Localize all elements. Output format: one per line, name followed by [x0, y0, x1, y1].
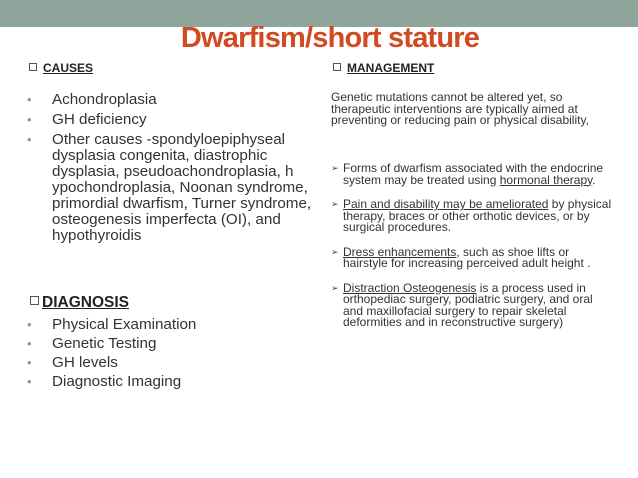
- management-item: [331, 199, 616, 234]
- item-text: Forms of dwarfism associated with the endocrine system may be treated using: [343, 161, 604, 187]
- diagnosis-heading: [30, 294, 129, 312]
- item-text: .: [592, 172, 596, 187]
- list-item: • Genetic Testing: [26, 334, 196, 353]
- distraction-osteogenesis-link[interactable]: Distraction Osteogenesis: [343, 280, 477, 295]
- management-item: [331, 244, 616, 270]
- list-item: • Other causes -spondyloepiphyseal dysplasia congenita, diastrophic dysplasia, pseudoachondroplasia, h ypochondroplasia, Noonan syndrome, primordial dwarfism, Turner syndrome, osteogenesis imperfecta (OI), and hypothyroidis: [26, 132, 320, 244]
- management-item: [331, 280, 616, 329]
- item-text: is a process used in orthopediac surgery, podiatric surgery, and oral and maxillofacial surgery to repair skeletal deformities and in reconstructive surgery): [343, 280, 593, 329]
- management-intro: Genetic mutations cannot be altered yet, so therapeutic interventions are typically aimed at preventing or reducing pain or physical disability,: [331, 90, 589, 127]
- management-list: [331, 163, 616, 329]
- square-bullet-icon: [29, 63, 37, 71]
- square-bullet-icon: [30, 296, 39, 305]
- hormonal-therapy-link[interactable]: hormonal therapy: [499, 172, 593, 187]
- pain-disability-link[interactable]: Pain and disability may be ameliorated: [343, 197, 549, 211]
- causes-heading: [29, 61, 93, 75]
- list-item: • Achondroplasia: [26, 92, 316, 108]
- list-item: • GH deficiency: [26, 112, 316, 128]
- management-heading: [333, 61, 434, 75]
- item-text: by physical therapy, braces or other orthotic devices, or by surgical procedures.: [343, 197, 612, 234]
- causes-list: [26, 92, 316, 248]
- management-item: [331, 163, 616, 186]
- item-text: , such as shoe lifts or hairstyle for increasing perceived adult height .: [343, 244, 591, 270]
- causes-heading-label: CAUSES: [43, 61, 94, 75]
- management-heading-label: MANAGEMENT: [347, 61, 435, 75]
- list-item: • GH levels: [26, 353, 196, 372]
- diagnosis-list: [26, 315, 196, 391]
- square-bullet-icon: [333, 63, 341, 71]
- dress-enhancements-link[interactable]: Dress enhancements: [343, 244, 457, 259]
- slide-title: Dwarfism/short stature: [180, 22, 480, 54]
- list-item: • Diagnostic Imaging: [26, 372, 196, 391]
- list-item: • Physical Examination: [26, 315, 196, 334]
- diagnosis-heading-label: DIAGNOSIS: [42, 294, 129, 311]
